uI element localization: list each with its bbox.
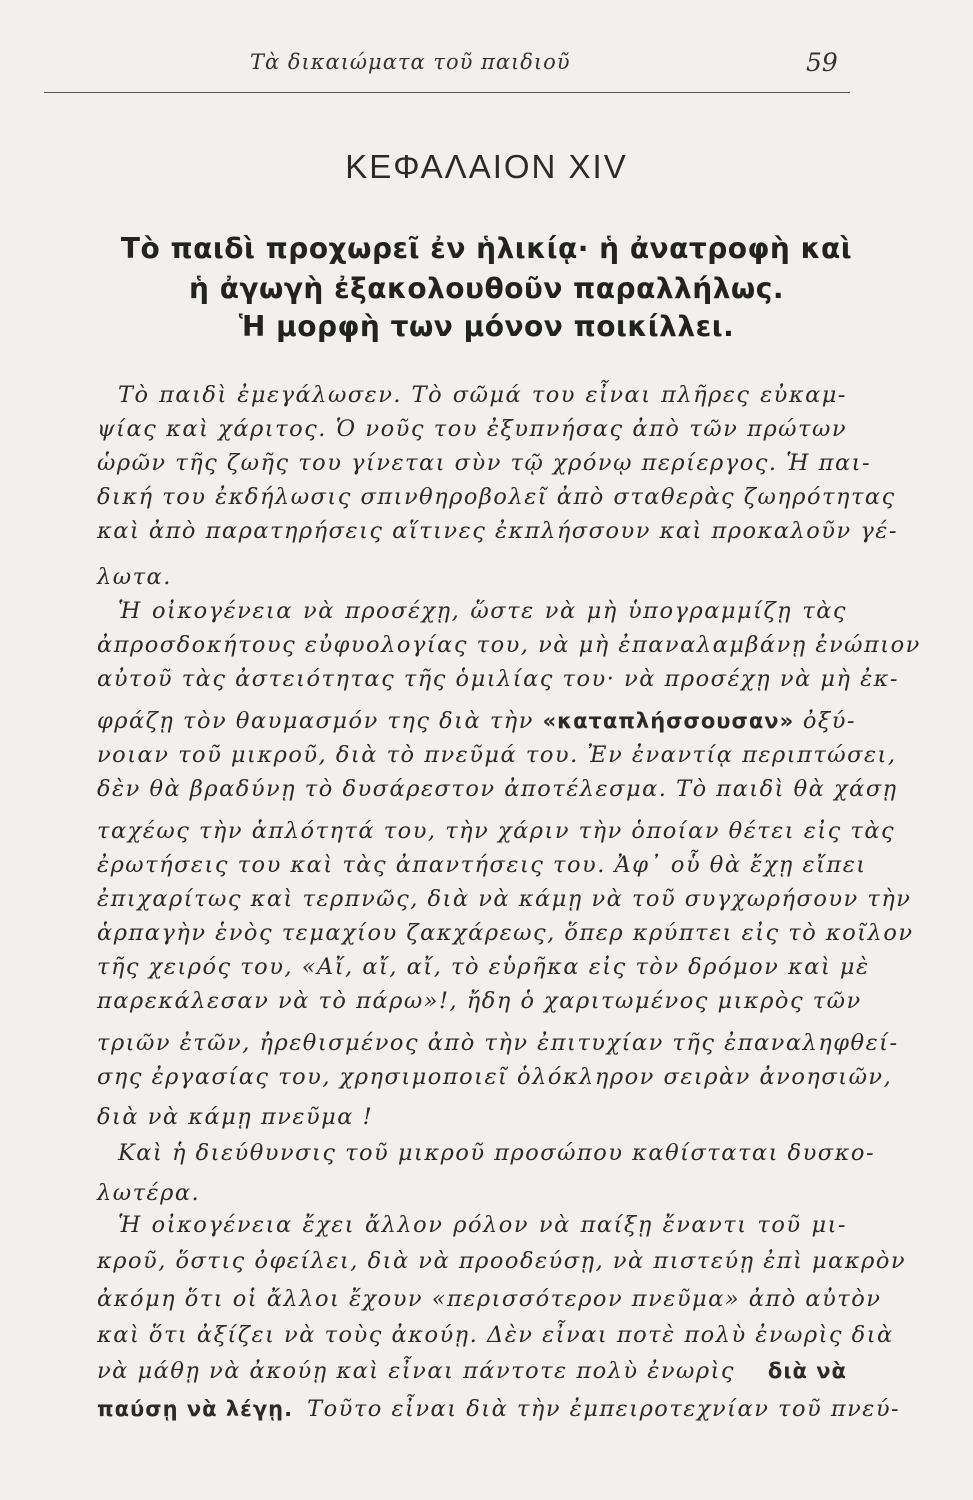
text-line: καὶ ἀπὸ παρατηρήσεις αἵτινες ἐκπλήσσουν καὶ προκαλοῦν γέ- [97,518,898,544]
text-segment: Τοῦτο εἶναι διὰ τὴν ἐμπειροτεχνίαν τοῦ πνεύ- [307,1396,901,1422]
chapter-subtitle-line: ἡ ἀγωγὴ ἐξακολουθοῦν παραλλήλως. [189,272,784,305]
page-number: 59 [806,48,838,77]
text-line [97,704,857,738]
bold-phrase: «καταπλήσσουσαν» [542,709,795,733]
chapter-title: ΚΕΦΑΛΑΙΟΝ XIV [345,148,628,185]
text-line: σης ἐργασίας του, χρησιμοποιεῖ ὁλόκληρον σειρὰν ἀνοησιῶν, [97,1064,893,1090]
text-line: ἐπιχαρίτως καὶ τερπνῶς, διὰ νὰ κάμῃ νὰ τοῦ συγχωρήσουν τὴν [97,886,912,912]
text-line: Τὸ παιδὶ ἐμεγάλωσεν. Τὸ σῶμά του εἶναι πλῆρες εὐκαμ- [118,382,847,408]
text-line: ἁρπαγὴν ἑνὸς τεμαχίου ζακχάρεως, ὅπερ κρύπτει εἰς τὸ κοῖλον [97,920,914,946]
text-line [97,1354,847,1388]
text-line: δική του ἐκδήλωσις σπινθηροβολεῖ ἀπὸ σταθερὰς ζωηρότητας [97,484,896,510]
bold-phrase: διὰ νὰ [767,1359,847,1383]
text-line: ταχέως τὴν ἁπλότητά του, τὴν χάριν τὴν ὁποίαν θέτει εἰς τὰς [97,818,896,844]
text-line: διὰ νὰ κάμῃ πνεῦμα ! [97,1104,374,1130]
text-segment: φράζῃ τὸν θαυμασμόν της διὰ τὴν [97,708,534,734]
text-line: καὶ ὅτι ἀξίζει νὰ τοὺς ἀκούῃ. Δὲν εἶναι ποτὲ πολὺ ἐνωρὶς διὰ [97,1322,894,1348]
text-line: ἀπροσδοκήτους εὐφυολογίας του, νὰ μὴ ἐπαναλαμβάνῃ ἐνώπιον [97,632,921,658]
bold-phrase: παύσῃ νὰ λέγῃ. [97,1397,294,1421]
text-line: αὐτοῦ τὰς ἀστειότητας τῆς ὁμιλίας του· νὰ προσέχῃ νὰ μὴ ἐκ- [97,666,900,692]
text-line: δὲν θὰ βραδύνῃ τὸ δυσάρεστον ἀποτέλεσμα. Τὸ παιδὶ θὰ χάσῃ [97,776,898,802]
text-line: Καὶ ἡ διεύθυνσις τοῦ μικροῦ προσώπου καθίσταται δυσκο- [118,1140,876,1166]
header-rule [44,92,850,93]
text-line [97,1392,901,1426]
text-line: τριῶν ἐτῶν, ἠρεθισμένος ἀπὸ τὴν ἐπιτυχίαν τῆς ἐπαναληφθεί- [97,1030,899,1056]
text-line: ψίας καὶ χάριτος. Ὁ νοῦς του ἐξυπνήσας ἀπὸ τῶν πρώτων [97,416,847,442]
text-line: λωτα. [97,564,172,590]
text-line: Ἡ οἰκογένεια ἔχει ἄλλον ρόλον νὰ παίξῃ ἔναντι τοῦ μι- [118,1212,847,1238]
chapter-subtitle-line: Τὸ παιδὶ προχωρεῖ ἐν ἡλικίᾳ· ἡ ἀνατροφὴ καὶ [120,232,853,265]
text-segment: νὰ μάθῃ νὰ ἀκούῃ καὶ εἶναι πάντοτε πολὺ ἐνωρὶς [97,1358,736,1384]
text-line: ἐρωτήσεις του καὶ τὰς ἀπαντήσεις του. Ἀφ᾽ οὗ θὰ ἔχῃ εἴπει [97,852,867,878]
text-segment: ὀξύ- [802,708,857,734]
text-line: ἀκόμη ὅτι οἱ ἄλλοι ἔχουν «περισσότερον πνεῦμα» ἀπὸ αὐτὸν [97,1286,882,1312]
text-line: ὡρῶν τῆς ζωῆς του γίνεται σὺν τῷ χρόνῳ περίεργος. Ἡ παι- [97,450,872,476]
text-line: λωτέρα. [97,1180,201,1206]
text-line: Ἡ οἰκογένεια νὰ προσέχῃ, ὥστε νὰ μὴ ὑπογραμμίζῃ τὰς [118,598,847,624]
text-line: νοιαν τοῦ μικροῦ, διὰ τὸ πνεῦμά του. Ἐν ἐναντίᾳ περιπτώσει, [97,742,897,768]
text-line: παρεκάλεσαν νὰ τὸ πάρω»!, ἤδη ὁ χαριτωμένος μικρὸς τῶν [97,988,862,1014]
text-line: τῆς χειρός του, «Αἴ, αἴ, αἴ, τὸ εὑρῆκα εἰς τὸν δρόμον καὶ μὲ [97,954,870,980]
running-head: Τὰ δικαιώματα τοῦ παιδιοῦ [250,50,571,74]
chapter-subtitle-line: Ἡ μορφὴ των μόνον ποικίλλει. [238,310,735,343]
text-line: κροῦ, ὅστις ὀφείλει, διὰ νὰ προοδεύσῃ, νὰ πιστεύῃ ἐπὶ μακρὸν [97,1248,907,1274]
